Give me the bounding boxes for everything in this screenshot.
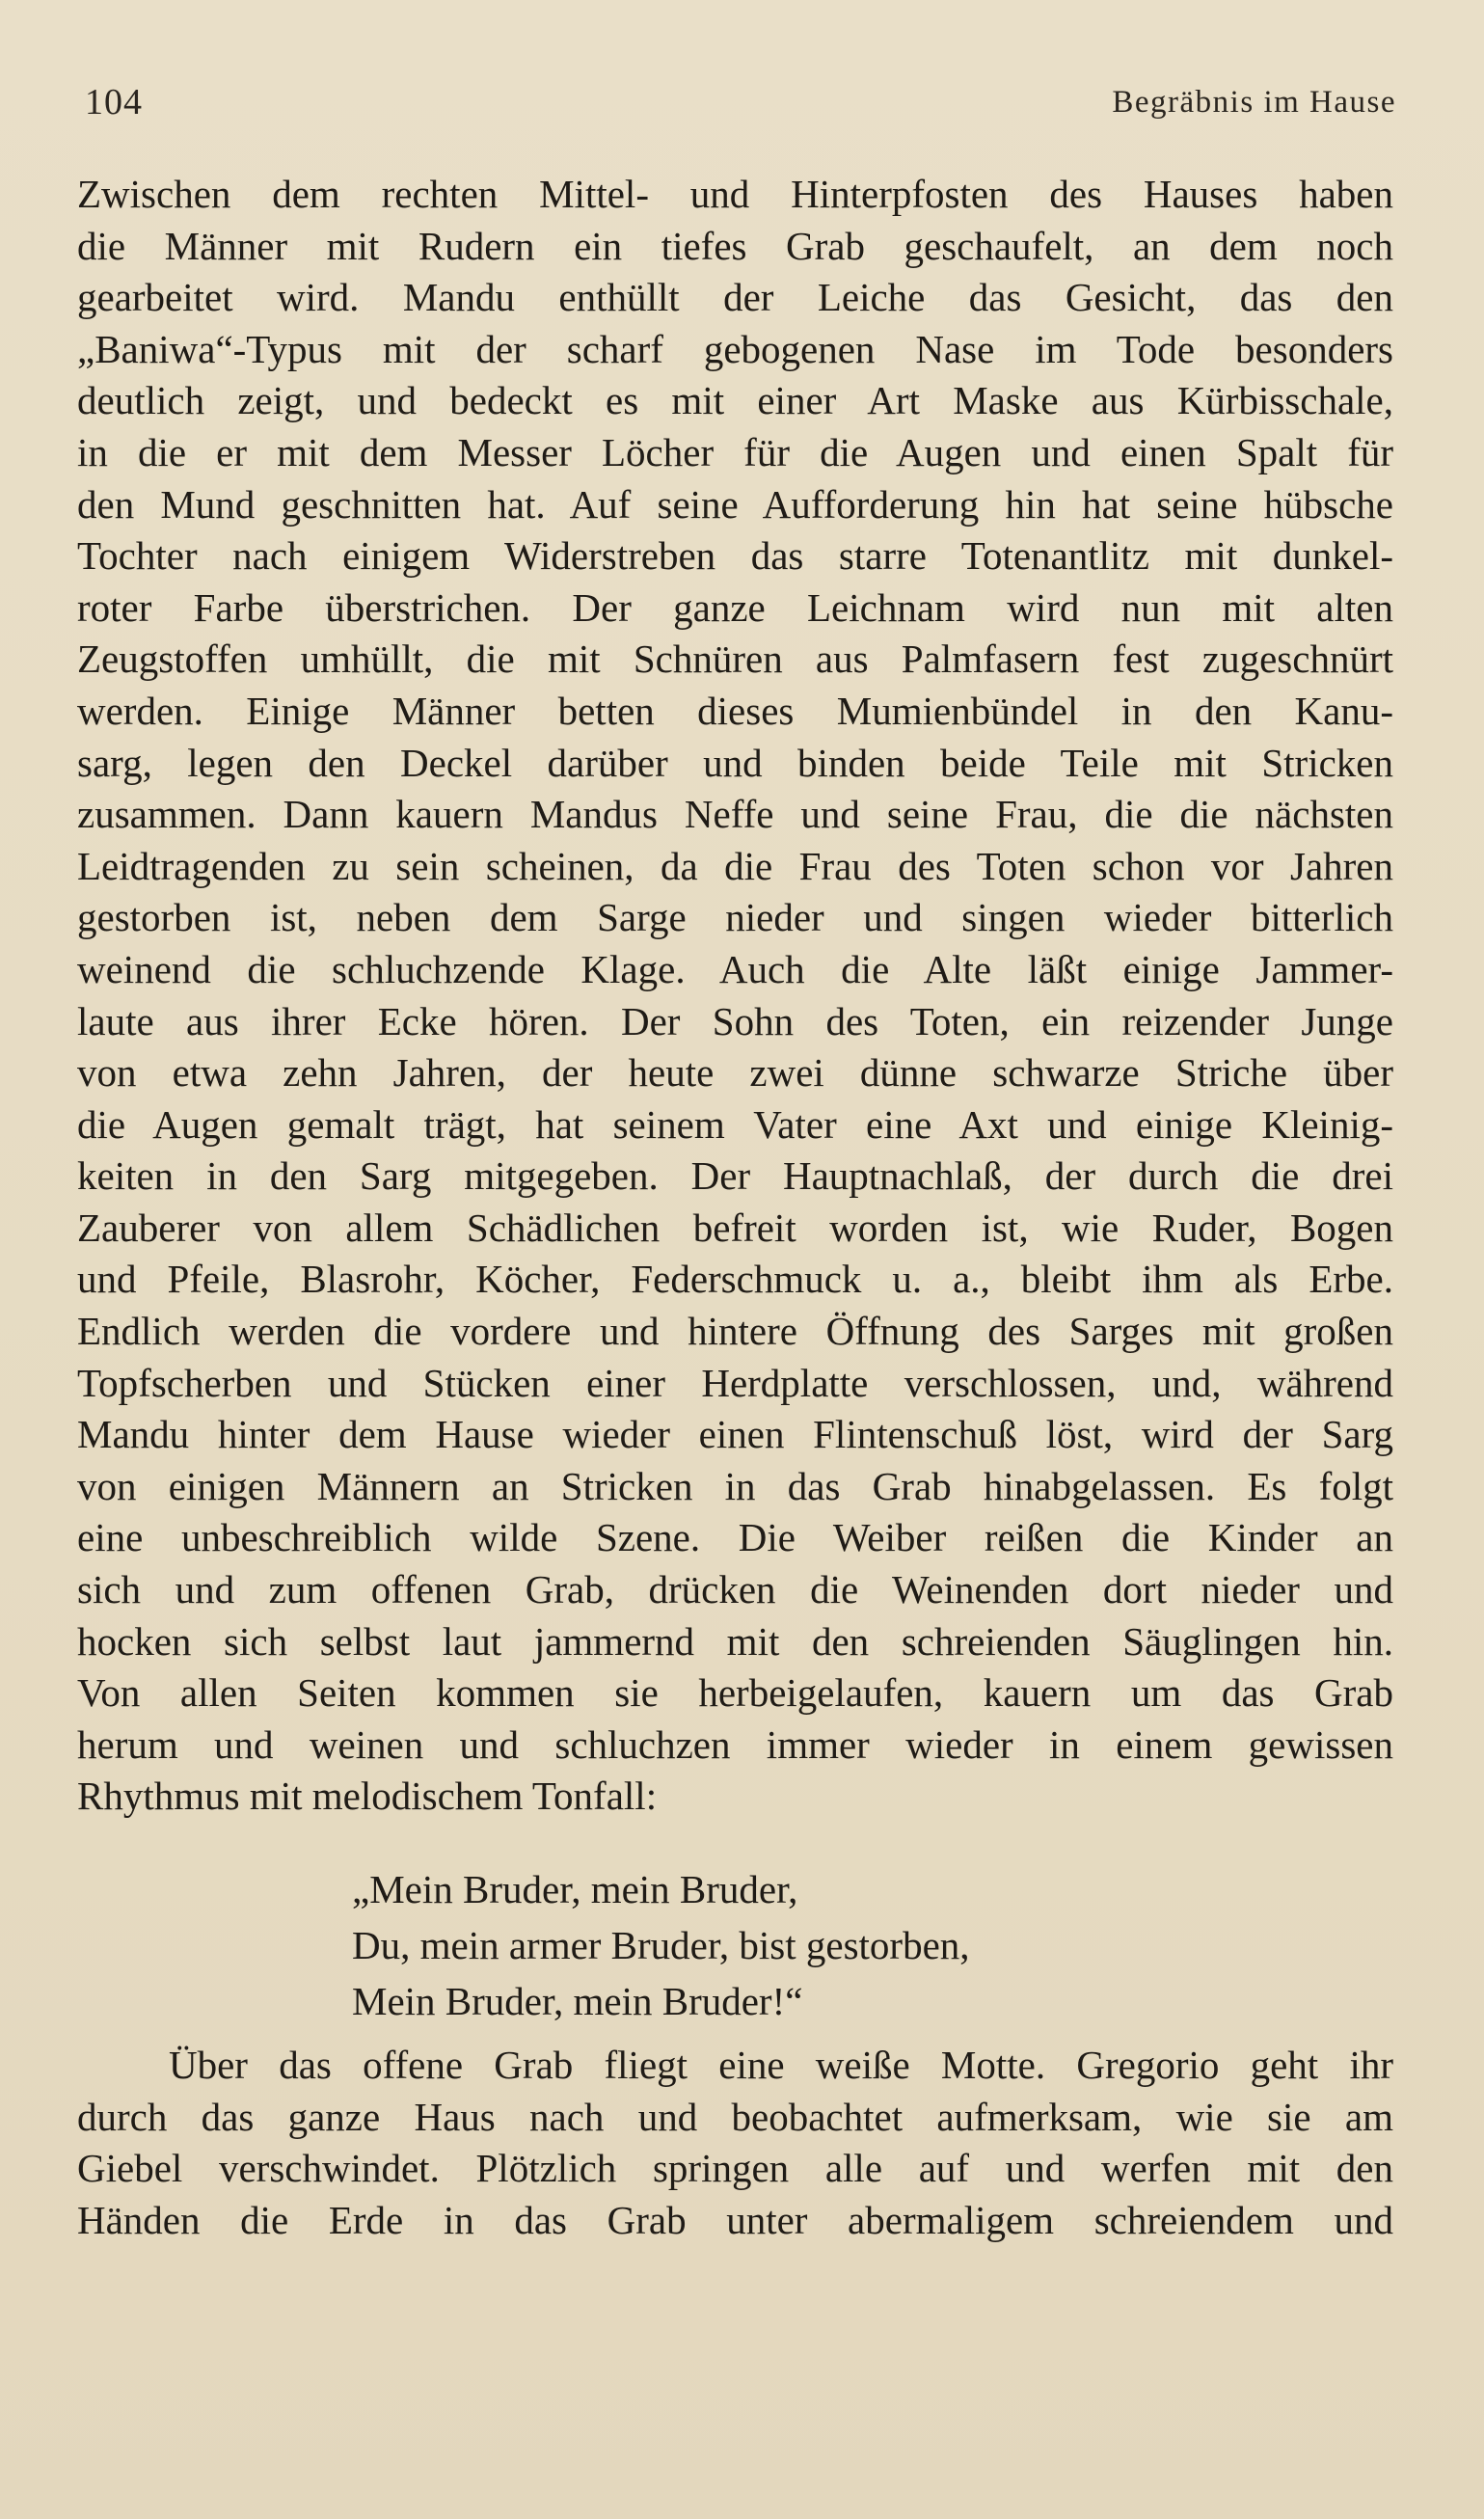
text-line: und Pfeile, Blasrohr, Köcher, Federschmuck u. a., bleibt ihm als Erbe. bbox=[77, 1257, 1393, 1302]
text-line: gearbeitet wird. Mandu enthüllt der Leiche das Gesicht, das den bbox=[77, 275, 1393, 320]
running-head bbox=[85, 81, 1396, 131]
text-line: Endlich werden die vordere und hintere Öffnung des Sarges mit großen bbox=[77, 1309, 1393, 1354]
verse-line: Mein Bruder, mein Bruder!“ bbox=[352, 1979, 803, 2023]
text-line: sarg, legen den Deckel darüber und binden beide Teile mit Stricken bbox=[77, 740, 1393, 785]
text-line: roter Farbe überstrichen. Der ganze Leichnam wird nun mit alten bbox=[77, 584, 1393, 630]
text-line: von einigen Männern an Stricken in das Grab hinabgelassen. Es folgt bbox=[77, 1463, 1393, 1508]
text-line: durch das ganze Haus nach und beobachtet aufmerksam, wie sie am bbox=[77, 2094, 1393, 2139]
paragraph-1 bbox=[77, 169, 1393, 1823]
text-line: die Augen gemalt trägt, hat seinem Vater eine Axt und einige Kleinig- bbox=[77, 1101, 1393, 1147]
text-line: Giebel verschwindet. Plötzlich springen alle auf und werfen mit den bbox=[77, 2146, 1393, 2191]
text-line: Händen die Erde in das Grab unter abermaligem schreiendem und bbox=[77, 2197, 1393, 2242]
text-line: Von allen Seiten kommen sie herbeigelaufen, kauern um das Grab bbox=[77, 1670, 1393, 1716]
text-line: laute aus ihrer Ecke hören. Der Sohn des Toten, ein reizender Junge bbox=[77, 998, 1393, 1043]
text-line: hocken sich selbst laut jammernd mit den schreienden Säuglingen hin. bbox=[77, 1618, 1393, 1664]
text-line: eine unbeschreiblich wilde Szene. Die Weiber reißen die Kinder an bbox=[77, 1515, 1393, 1560]
text-line: den Mund geschnitten hat. Auf seine Aufforderung hin hat seine hübsche bbox=[77, 481, 1393, 527]
text-line: Topfscherben und Stücken einer Herdplatte verschlossen, und, während bbox=[77, 1360, 1393, 1405]
text-line: deutlich zeigt, und bedeckt es mit einer Art Maske aus Kürbisschale, bbox=[77, 378, 1393, 423]
text-line: „Baniwa“-Typus mit der scharf gebogenen Nase im Tode besonders bbox=[77, 326, 1393, 371]
text-line: zusammen. Dann kauern Mandus Neffe und seine Frau, die die nächsten bbox=[77, 792, 1393, 837]
text-line: Zeugstoffen umhüllt, die mit Schnüren aus Palmfasern fest zugeschnürt bbox=[77, 637, 1393, 682]
page-number: 104 bbox=[85, 82, 143, 122]
text-line: sich und zum offenen Grab, drücken die Weinenden dort nieder und bbox=[77, 1567, 1393, 1612]
text-line: Mandu hinter dem Hause wieder einen Flintenschuß löst, wird der Sarg bbox=[77, 1412, 1393, 1457]
text-line: Leidtragenden zu sein scheinen, da die Frau des Toten schon vor Jahren bbox=[77, 843, 1393, 888]
text-line: von etwa zehn Jahren, der heute zwei dünne schwarze Striche über bbox=[77, 1050, 1393, 1096]
paragraph-2 bbox=[77, 2040, 1393, 2246]
text-line: herum und weinen und schluchzen immer wieder in einem gewissen bbox=[77, 1721, 1393, 1767]
text-line: Über das offene Grab fliegt eine weiße Motte. Gregorio geht ihr bbox=[169, 2043, 1393, 2087]
text-line: gestorben ist, neben dem Sarge nieder und singen wieder bitterlich bbox=[77, 895, 1393, 940]
text-line: Zauberer von allem Schädlichen befreit worden ist, wie Ruder, Bogen bbox=[77, 1205, 1393, 1250]
text-line: Rhythmus mit melodischem Tonfall: bbox=[77, 1774, 658, 1819]
running-title: Begräbnis im Hause bbox=[1112, 85, 1396, 120]
text-line: die Männer mit Rudern ein tiefes Grab geschaufelt, an dem noch bbox=[77, 223, 1393, 268]
text-line: werden. Einige Männer betten dieses Mumienbündel in den Kanu- bbox=[77, 688, 1393, 733]
text-line: keiten in den Sarg mitgegeben. Der Hauptnachlaß, der durch die drei bbox=[77, 1153, 1393, 1199]
text-line: in die er mit dem Messer Löcher für die Augen und einen Spalt für bbox=[77, 429, 1393, 474]
text-line: Tochter nach einigem Widerstreben das starre Totenantlitz mit dunkel- bbox=[77, 533, 1393, 579]
text-line: weinend die schluchzende Klage. Auch die Alte läßt einige Jammer- bbox=[77, 946, 1393, 991]
verse-line: Du, mein armer Bruder, bist gestorben, bbox=[352, 1923, 970, 1967]
verse-line: „Mein Bruder, mein Bruder, bbox=[352, 1867, 798, 1911]
text-line: Zwischen dem rechten Mittel- und Hinterpfosten des Hauses haben bbox=[77, 172, 1393, 216]
verse-quote bbox=[352, 1861, 970, 2029]
